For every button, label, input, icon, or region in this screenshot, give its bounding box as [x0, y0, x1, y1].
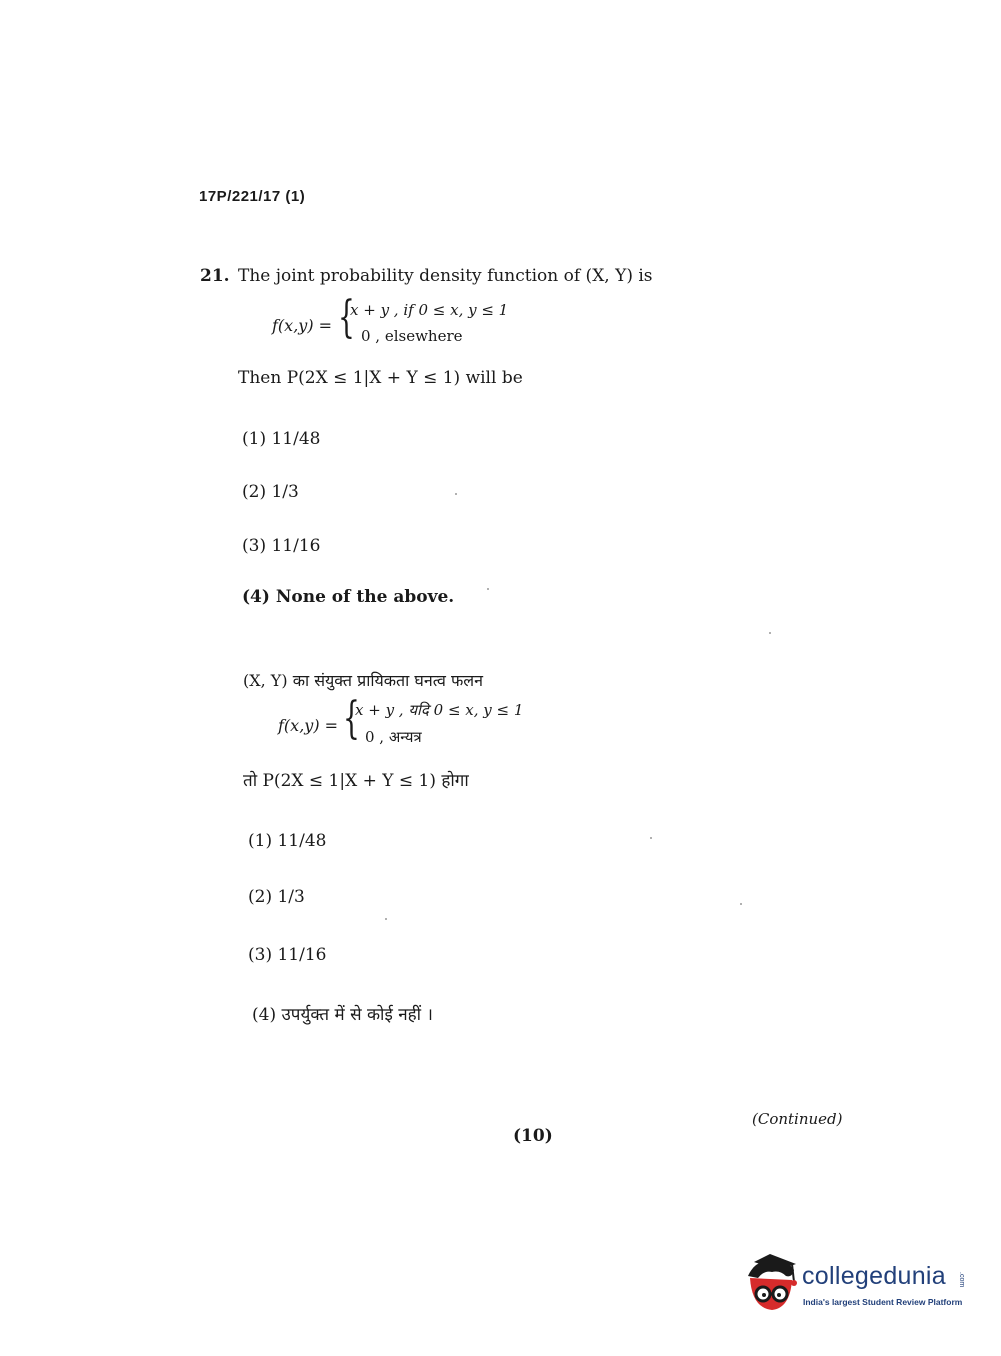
brace-en: {: [338, 292, 355, 343]
function-case1-hi: x + y , यदि 0 ≤ x, y ≤ 1: [355, 701, 524, 719]
function-case2-hi: 0 , अन्यत्र: [365, 728, 422, 746]
option-3-en: (3) 11/16: [242, 536, 321, 556]
question-ask-hi: तो P(2X ≤ 1|X + Y ≤ 1) होगा: [243, 771, 469, 791]
speckle: [455, 493, 457, 495]
continued-note: (Continued): [752, 1110, 843, 1128]
option-4-hi: (4) उपर्युक्त में से कोई नहीं ।: [252, 1005, 433, 1025]
question-intro-hi: (X, Y) का संयुक्त प्रायिकता घनत्व फलन: [243, 671, 484, 690]
function-case2-en: 0 , elsewhere: [361, 327, 463, 345]
question-number: 21.: [200, 266, 230, 286]
question-intro-en: The joint probability density function of (X, Y) is: [238, 266, 653, 286]
speckle: [769, 632, 771, 634]
option-4-en: (4) None of the above.: [242, 587, 455, 607]
brace-hi: {: [343, 693, 360, 744]
logo-brand: collegedunia: [802, 1262, 946, 1290]
page-number: (10): [513, 1126, 553, 1146]
question-ask-en: Then P(2X ≤ 1|X + Y ≤ 1) will be: [238, 368, 523, 388]
function-lhs-hi: f(x,y) =: [278, 716, 339, 735]
option-2-hi: (2) 1/3: [248, 887, 305, 907]
option-3-hi: (3) 11/16: [248, 945, 327, 965]
function-case1-en: x + y , if 0 ≤ x, y ≤ 1: [350, 301, 509, 319]
logo-suffix: .com: [958, 1272, 965, 1288]
function-lhs-en: f(x,y) =: [272, 316, 333, 335]
option-2-en: (2) 1/3: [242, 482, 299, 502]
option-1-hi: (1) 11/48: [248, 831, 327, 851]
option-1-en: (1) 11/48: [242, 429, 321, 449]
speckle: [385, 918, 387, 920]
logo-tagline: India's largest Student Review Platform: [803, 1297, 963, 1307]
speckle: [650, 837, 652, 839]
speckle: [740, 903, 742, 905]
paper-code: 17P/221/17 (1): [199, 188, 306, 205]
speckle: [487, 588, 489, 590]
